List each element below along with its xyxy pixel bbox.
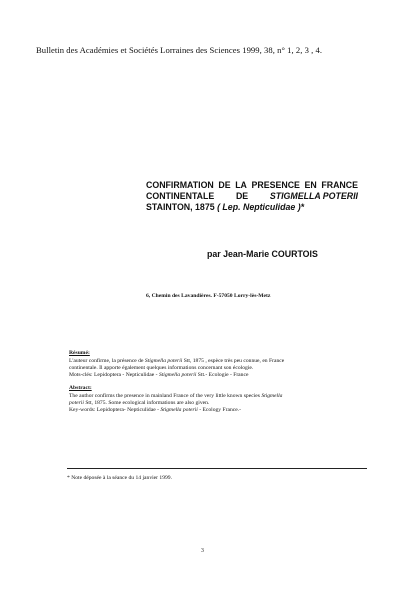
abstract-text: The author confirms the presence in mainland France of the very little known species <box>69 393 262 399</box>
abstract-text: Stt, 1875. Some ecological informations are also given. <box>83 400 210 406</box>
title-word: EN <box>304 180 317 190</box>
title-authority: STAINTON, 1875 <box>146 202 215 213</box>
title-word: CONTINENTALE <box>146 191 215 202</box>
species-name: Stigmella poterii <box>144 358 183 364</box>
title-word: DE <box>235 191 249 202</box>
title-line-1 <box>146 180 358 191</box>
resume-text: Stt, 1875 , espèce très peu connue, en France <box>182 358 285 364</box>
article-title <box>146 180 358 214</box>
footnote: * Note déposée à la séance du 14 janvier 1999. <box>67 475 173 481</box>
keywords-text: Stt.- Ecologie - France <box>196 372 249 378</box>
footnote-divider <box>67 468 367 469</box>
resume-heading: Résumé: <box>69 350 90 356</box>
species-name: Stigmella poterii <box>158 372 197 378</box>
resume-keywords <box>69 372 248 379</box>
title-species: STIGMELLA POTERII <box>269 191 358 202</box>
title-word: FRANCE <box>321 180 358 190</box>
species-name: poterii <box>69 400 84 406</box>
keywords-text: - Ecology France.- <box>197 407 241 413</box>
abstract-line-1 <box>69 393 282 400</box>
resume-text: L'auteur confirme, la présence de <box>69 358 145 364</box>
abstract-line-2 <box>69 400 209 407</box>
resume-line-1 <box>69 358 284 365</box>
species-name: Stigmella <box>261 393 283 399</box>
abstract-keywords <box>69 407 241 414</box>
keywords-text: Mots-clés: Lepidoptera - Nepticulidae - <box>69 372 159 378</box>
abstract-heading: Abstract: <box>69 385 92 391</box>
keywords-text: Key-words: Lepidoptera- Nepticulidae - <box>69 407 161 413</box>
title-line-2 <box>146 191 358 202</box>
resume-line-2: continentale. Il apporte également quelques informations concernant son écologie. <box>69 365 254 371</box>
title-word: DE <box>218 180 231 190</box>
page-number: 3 <box>201 548 204 554</box>
title-word: PRESENCE <box>251 180 300 190</box>
title-word: CONFIRMATION <box>146 180 214 190</box>
author-line: par Jean-Marie COURTOIS <box>207 249 318 259</box>
title-family: ( Lep. Nepticulidae )* <box>217 202 305 213</box>
title-line-3 <box>146 202 358 213</box>
title-word: LA <box>235 180 247 190</box>
author-address: 6, Chemin des Lavandières. F-57050 Lorry-lès-Metz <box>146 293 271 299</box>
journal-header: Bulletin des Académies et Sociétés Lorraines des Sciences 1999, 38, n° 1, 2, 3 , 4. <box>36 45 323 55</box>
species-name: Stigmella poterii <box>160 407 198 413</box>
